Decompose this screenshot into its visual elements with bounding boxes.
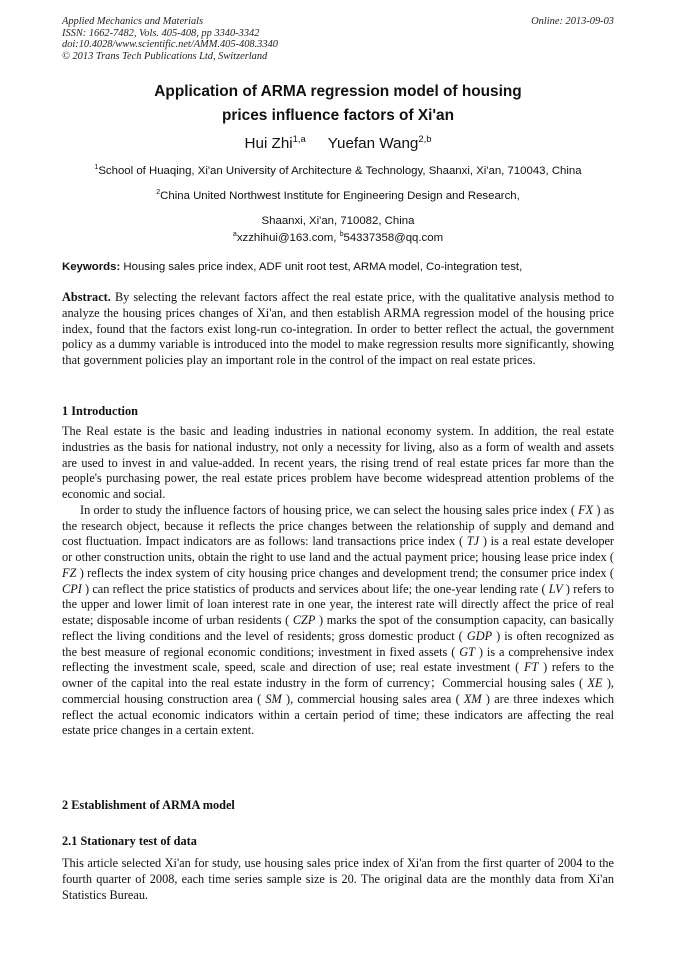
email-b[interactable]: 54337358@qq.com bbox=[343, 232, 444, 244]
section-2-1-heading: 2.1 Stationary test of data bbox=[62, 834, 197, 848]
keywords-text: Housing sales price index, ADF unit root test, ARMA model, Co-integration test, bbox=[123, 261, 523, 273]
affiliation-1: $^1$School of Huaqing, Xi'an University of Architecture & Technology, Shaanxi, Xi'an, 710043, China bbox=[94, 164, 582, 177]
author-list bbox=[62, 134, 614, 154]
doi-line: doi:10.4028/www.scientific.net/AMM.405-408.3340 bbox=[62, 39, 278, 51]
author-2: Yuefan Wang bbox=[327, 135, 419, 152]
intro-paragraph-1: The Real estate is the basic and leading industries in national economy system. In addition, the real estate industries as the basis for national industry, not only a necessity for living, also as a form of wealth and assets are used to invest in and value-added. In recent years, the rising trend of real estate prices far more than the people's purchasing power, the real estate prices problem have become widespread attention problems of the economic and social. bbox=[62, 424, 614, 501]
journal-name: Applied Mechanics and Materials bbox=[62, 16, 204, 27]
title-line-2: prices influence factors of Xi'an bbox=[221, 107, 455, 124]
journal-header bbox=[62, 16, 442, 62]
intro-paragraph-2: In order to study the influence factors of housing price, we can select the housing sales price index ( FX ) as the research object, because it reflects the price changes between the relationship of supply and demand and cost fluctuation. Impact indicators are as follows: land transactions price index ( TJ ) is a real estate developer or other construction units, obtain the right to use land and the actual payment price; housing lease price index ( FZ ) reflects the index system of city housing price changes and development trend; the consumer price index ( CPI ) can reflect the price statistics of products and services about life; the one-year lending rate ( LV ) refers to the upper and lower limit of loan interest rate in one year, the interest rate will directly affect the price of real estate; disposable income of urban residents ( CZP ) marks the spot of the consumption capacity, can basically reflect the living conditions and the level of residents; gross domestic product ( GDP ) is often recognized as the best measure of regional economic conditions; investment in fixed assets ( GT ) is a comprehensive index reflecting the investment scale, speed, scale and direction of use; real estate investment ( FT ) refers to the owner of the capital into the real estate industry in the form of currency；Commercial housing sales ( XE ), commercial housing construction area ( SM ), commercial housing sales area ( XM ) are three indexes which reflect the actual economic indicators within a certain period of time; these indicators are affecting the real estate price changes in a certain extent. bbox=[62, 502, 615, 738]
title-line-1: Application of ARMA regression model of housing bbox=[154, 83, 522, 100]
paper-title bbox=[62, 80, 614, 128]
abstract bbox=[62, 290, 614, 369]
abstract-text: By selecting the relevant factors affect the real estate price, with the qualitative analysis method to analyze the housing prices changes of Xi'an, and then establish ARMA regression model of the housing price index, found that the factors exist long-run co-integration. In order to better reflect the actual, the government policy as a dummy variable is introduced into the model to make regression results more significantly, showing that government policies play an important role in the control of the impact on real estate prices. bbox=[62, 290, 615, 367]
stationary-paragraph: This article selected Xi'an for study, use housing sales price index of Xi'an from the first quarter of 2004 to the fourth quarter of 2008, each time series sample size is 20. The original data are the monthly data from Xi'an Statistics Bureau. bbox=[62, 856, 614, 902]
section-2-1-body bbox=[62, 856, 614, 903]
email-a[interactable]: xzzhihui@163.com, bbox=[236, 232, 337, 244]
author-2-affil: 2,b bbox=[418, 132, 432, 144]
section-2-heading: 2 Establishment of ARMA model bbox=[62, 798, 235, 812]
section-1-heading: 1 Introduction bbox=[62, 404, 138, 418]
copyright-line: © 2013 Trans Tech Publications Ltd, Switzerland bbox=[62, 50, 268, 62]
affiliation-2: $^2$China United Northwest Institute for Engineering Design and Research, bbox=[156, 189, 520, 202]
email-line: $^a$xzzhihui@163.com, $^b$54337358@qq.com bbox=[232, 231, 444, 244]
online-date: Online: 2013-09-03 bbox=[531, 16, 614, 27]
keywords-label: Keywords: bbox=[62, 261, 121, 273]
affiliation-2-address: Shaanxi, Xi'an, 710082, China bbox=[261, 215, 415, 227]
keywords bbox=[62, 260, 614, 274]
abstract-label: Abstract. bbox=[62, 290, 111, 304]
issn-line: ISSN: 1662-7482, Vols. 405-408, pp 3340-3342 bbox=[62, 27, 260, 39]
author-1-affil: 1,a bbox=[292, 132, 306, 144]
section-1-body bbox=[62, 424, 614, 739]
author-1: Hui Zhi bbox=[244, 135, 293, 152]
